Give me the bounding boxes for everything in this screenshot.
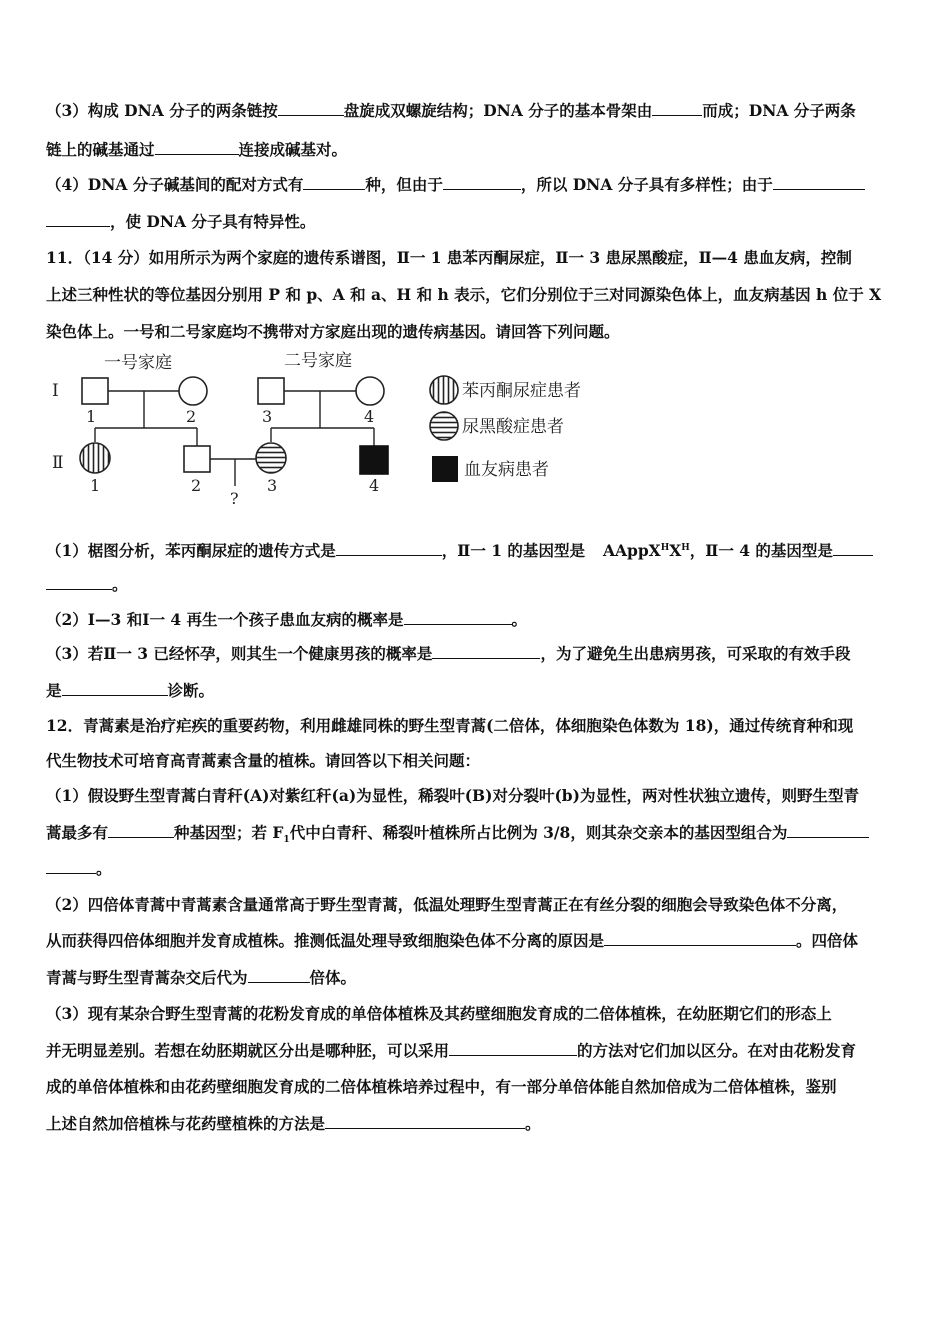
q12-p1-line3 bbox=[46, 859, 112, 879]
text: 的方法对它们加以区分。在对由花粉发育 bbox=[577, 1041, 857, 1060]
genotype: $AAppX^HX^H$ bbox=[602, 541, 690, 561]
text: 种，但由于 bbox=[365, 175, 443, 194]
family2-I3-male bbox=[258, 378, 284, 404]
text: 上述自然加倍植株与花药壁植株的方法是 bbox=[46, 1114, 326, 1133]
text: 。 bbox=[96, 859, 112, 878]
answer-blank[interactable] bbox=[155, 140, 239, 155]
q11-p1-line1 bbox=[46, 538, 873, 561]
q11-p3-line1 bbox=[46, 644, 850, 664]
legend-pku-symbol bbox=[430, 376, 458, 404]
answer-blank[interactable] bbox=[46, 575, 112, 590]
text: ，Ⅱ一 4 的基因型是 bbox=[689, 541, 833, 561]
text: （1）假设野生型青蒿白青秆(A)对紫红秆(a)为显性，稀裂叶(B)对分裂叶(b)为显性，两对性状独立遗传，则野生型青 bbox=[46, 786, 859, 805]
family2-label: 二号家庭 bbox=[284, 351, 352, 371]
II2-male bbox=[184, 446, 210, 472]
text: 12．青蒿素是治疗疟疾的重要药物，利用雌雄同株的野生型青蒿(二倍体，体细胞染色体数为 18)，通过传统育种和现 bbox=[46, 716, 854, 735]
text: 代生物技术可培育高青蒿素含量的植株。请回答以下相关问题： bbox=[46, 751, 481, 770]
text: 蒿最多有 bbox=[46, 823, 109, 842]
answer-blank[interactable] bbox=[62, 681, 168, 696]
family2-I3-number: 3 bbox=[262, 407, 273, 426]
answer-blank[interactable] bbox=[652, 101, 702, 116]
text: 而成；DNA 分子两条 bbox=[702, 101, 856, 120]
II3-number: 3 bbox=[267, 476, 278, 495]
q12-p3-line2 bbox=[46, 1041, 856, 1061]
unknown-child-mark: ? bbox=[230, 489, 239, 508]
II4-number: 4 bbox=[369, 476, 380, 495]
generation-1-label: Ⅰ bbox=[52, 381, 59, 401]
answer-blank[interactable] bbox=[432, 644, 540, 659]
text: 上述三种性状的等位基因分别用 P 和 p、A 和 a、H 和 h 表示，它们分别位于三对同源染色体上，血友病基因 h 位于 X bbox=[46, 285, 882, 304]
answer-blank[interactable] bbox=[833, 541, 873, 556]
text: ，使 DNA 分子具有特异性。 bbox=[110, 212, 316, 231]
q12-intro-line1 bbox=[46, 716, 853, 736]
answer-blank[interactable] bbox=[787, 823, 869, 838]
legend-pku-label: 苯丙酮尿症患者 bbox=[462, 381, 581, 401]
text: （3）构成 DNA 分子的两条链按 bbox=[46, 101, 278, 120]
q11-intro-line2 bbox=[46, 285, 881, 305]
text: 盘旋成双螺旋结构；DNA 分子的基本骨架由 bbox=[343, 101, 653, 120]
legend-hemophilia-symbol bbox=[432, 456, 458, 482]
legend-alkaptonuria-label: 尿黑酸症患者 bbox=[462, 417, 564, 437]
II4-male-hemophilia bbox=[360, 446, 388, 474]
legend-alkaptonuria-symbol bbox=[430, 412, 458, 440]
text: （3）若Ⅱ一 3 已经怀孕，则其生一个健康男孩的概率是 bbox=[46, 644, 433, 663]
q11-p3-line2 bbox=[46, 681, 214, 701]
answer-blank[interactable] bbox=[46, 859, 96, 874]
text: （4）DNA 分子碱基间的配对方式有 bbox=[46, 175, 304, 194]
text: 并无明显差别。若想在幼胚期就区分出是哪种胚，可以采用 bbox=[46, 1041, 450, 1060]
q12-p3-line1 bbox=[46, 1004, 832, 1024]
text: （3）现有某杂合野生型青蒿的花粉发育成的单倍体植株及其药壁细胞发育成的二倍体植株，在幼胚期它们的形态上 bbox=[46, 1004, 832, 1023]
text: （2）四倍体青蒿中青蒿素含量通常高于野生型青蒿，低温处理野生型青蒿正在有丝分裂的细胞会导致染色体不分离， bbox=[46, 895, 848, 914]
q10-p3-line2 bbox=[46, 140, 347, 160]
q12-p2-line2 bbox=[46, 931, 858, 951]
q11-intro-line1 bbox=[46, 248, 852, 268]
text: 连接成碱基对。 bbox=[238, 140, 348, 159]
q12-p3-line4 bbox=[46, 1114, 541, 1134]
family2-I4-female bbox=[356, 377, 384, 405]
q11-p1-line2 bbox=[46, 575, 128, 595]
answer-blank[interactable] bbox=[325, 1114, 525, 1129]
q12-p3-line3 bbox=[46, 1077, 837, 1097]
text: 青蒿与野生型青蒿杂交后代为 bbox=[46, 968, 248, 987]
answer-blank[interactable] bbox=[773, 175, 865, 190]
q12-intro-line2 bbox=[46, 751, 480, 771]
q12-p2-line3 bbox=[46, 968, 356, 988]
text: 从而获得四倍体细胞并发育成植株。推测低温处理导致细胞染色体不分离的原因是 bbox=[46, 931, 605, 950]
text: 。 bbox=[112, 575, 128, 594]
q10-p3-line1 bbox=[46, 101, 856, 121]
text: 。 bbox=[511, 610, 528, 629]
text: 11．（14 分）如用所示为两个家庭的遗传系谱图，Ⅱ一 1 患苯丙酮尿症，Ⅱ一 3 患尿黑酸症，Ⅱ—4 患血友病，控制 bbox=[46, 248, 852, 267]
text: ，Ⅱ一 1 的基因型是 bbox=[441, 541, 585, 561]
pedigree-figure bbox=[46, 350, 606, 514]
answer-blank[interactable] bbox=[46, 212, 110, 227]
answer-blank[interactable] bbox=[303, 175, 365, 190]
text: ，所以 DNA 分子具有多样性；由于 bbox=[520, 175, 773, 194]
II3-female-alkaptonuria bbox=[256, 443, 286, 473]
answer-blank[interactable] bbox=[248, 968, 310, 983]
legend-hemophilia-label: 血友病患者 bbox=[464, 460, 549, 480]
answer-blank[interactable] bbox=[108, 823, 174, 838]
family1-I2-female bbox=[179, 377, 207, 405]
subscript: 1 bbox=[283, 835, 290, 846]
family2-I4-number: 4 bbox=[364, 407, 375, 426]
family1-label: 一号家庭 bbox=[104, 353, 172, 373]
text: 染色体上。一号和二号家庭均不携带对方家庭出现的遗传病基因。请回答下列问题。 bbox=[46, 322, 620, 341]
text: 倍体。 bbox=[309, 968, 357, 987]
answer-blank[interactable] bbox=[449, 1041, 577, 1056]
pedigree-chart bbox=[46, 350, 606, 514]
text: 。 bbox=[525, 1114, 541, 1133]
q11-p2-line1 bbox=[46, 610, 527, 630]
text: 成的单倍体植株和由花药壁细胞发育成的二倍体植株培养过程中，有一部分单倍体能自然加倍成为二倍体植株，鉴别 bbox=[46, 1077, 837, 1096]
q12-p1-line2 bbox=[46, 823, 869, 850]
answer-blank[interactable] bbox=[604, 931, 796, 946]
text: 种基因型；若 F bbox=[174, 823, 284, 842]
text: 。四倍体 bbox=[796, 931, 859, 950]
q12-p2-line1 bbox=[46, 895, 847, 915]
text: 代中白青秆、稀裂叶植株所占比例为 3/8，则其杂交亲本的基因型组合为 bbox=[289, 823, 788, 842]
q11-intro-line3 bbox=[46, 322, 620, 342]
text: 是 bbox=[46, 681, 62, 700]
answer-blank[interactable] bbox=[404, 610, 512, 625]
q12-p1-line1 bbox=[46, 786, 859, 806]
family1-I1-male bbox=[82, 378, 108, 404]
text: 诊断。 bbox=[167, 681, 215, 700]
q10-p4-line2 bbox=[46, 212, 315, 232]
text: （1）椐图分析，苯丙酮尿症的遗传方式是 bbox=[46, 541, 336, 561]
text: ，为了避免生出患病男孩，可采取的有效手段 bbox=[540, 644, 851, 663]
generation-2-label: Ⅱ bbox=[52, 453, 64, 473]
answer-blank[interactable] bbox=[443, 175, 521, 190]
answer-blank[interactable] bbox=[278, 101, 344, 116]
family1-I2-number: 2 bbox=[186, 407, 197, 426]
text: 链上的碱基通过 bbox=[46, 140, 155, 159]
answer-blank[interactable] bbox=[336, 541, 442, 556]
text: （2）Ⅰ—3 和Ⅰ一 4 再生一个孩子患血友病的概率是 bbox=[46, 610, 404, 629]
II1-female-pku bbox=[80, 443, 110, 473]
II2-number: 2 bbox=[191, 476, 202, 495]
family1-I1-number: 1 bbox=[86, 407, 97, 426]
q10-p4-line1 bbox=[46, 175, 865, 195]
II1-number: 1 bbox=[90, 476, 101, 495]
